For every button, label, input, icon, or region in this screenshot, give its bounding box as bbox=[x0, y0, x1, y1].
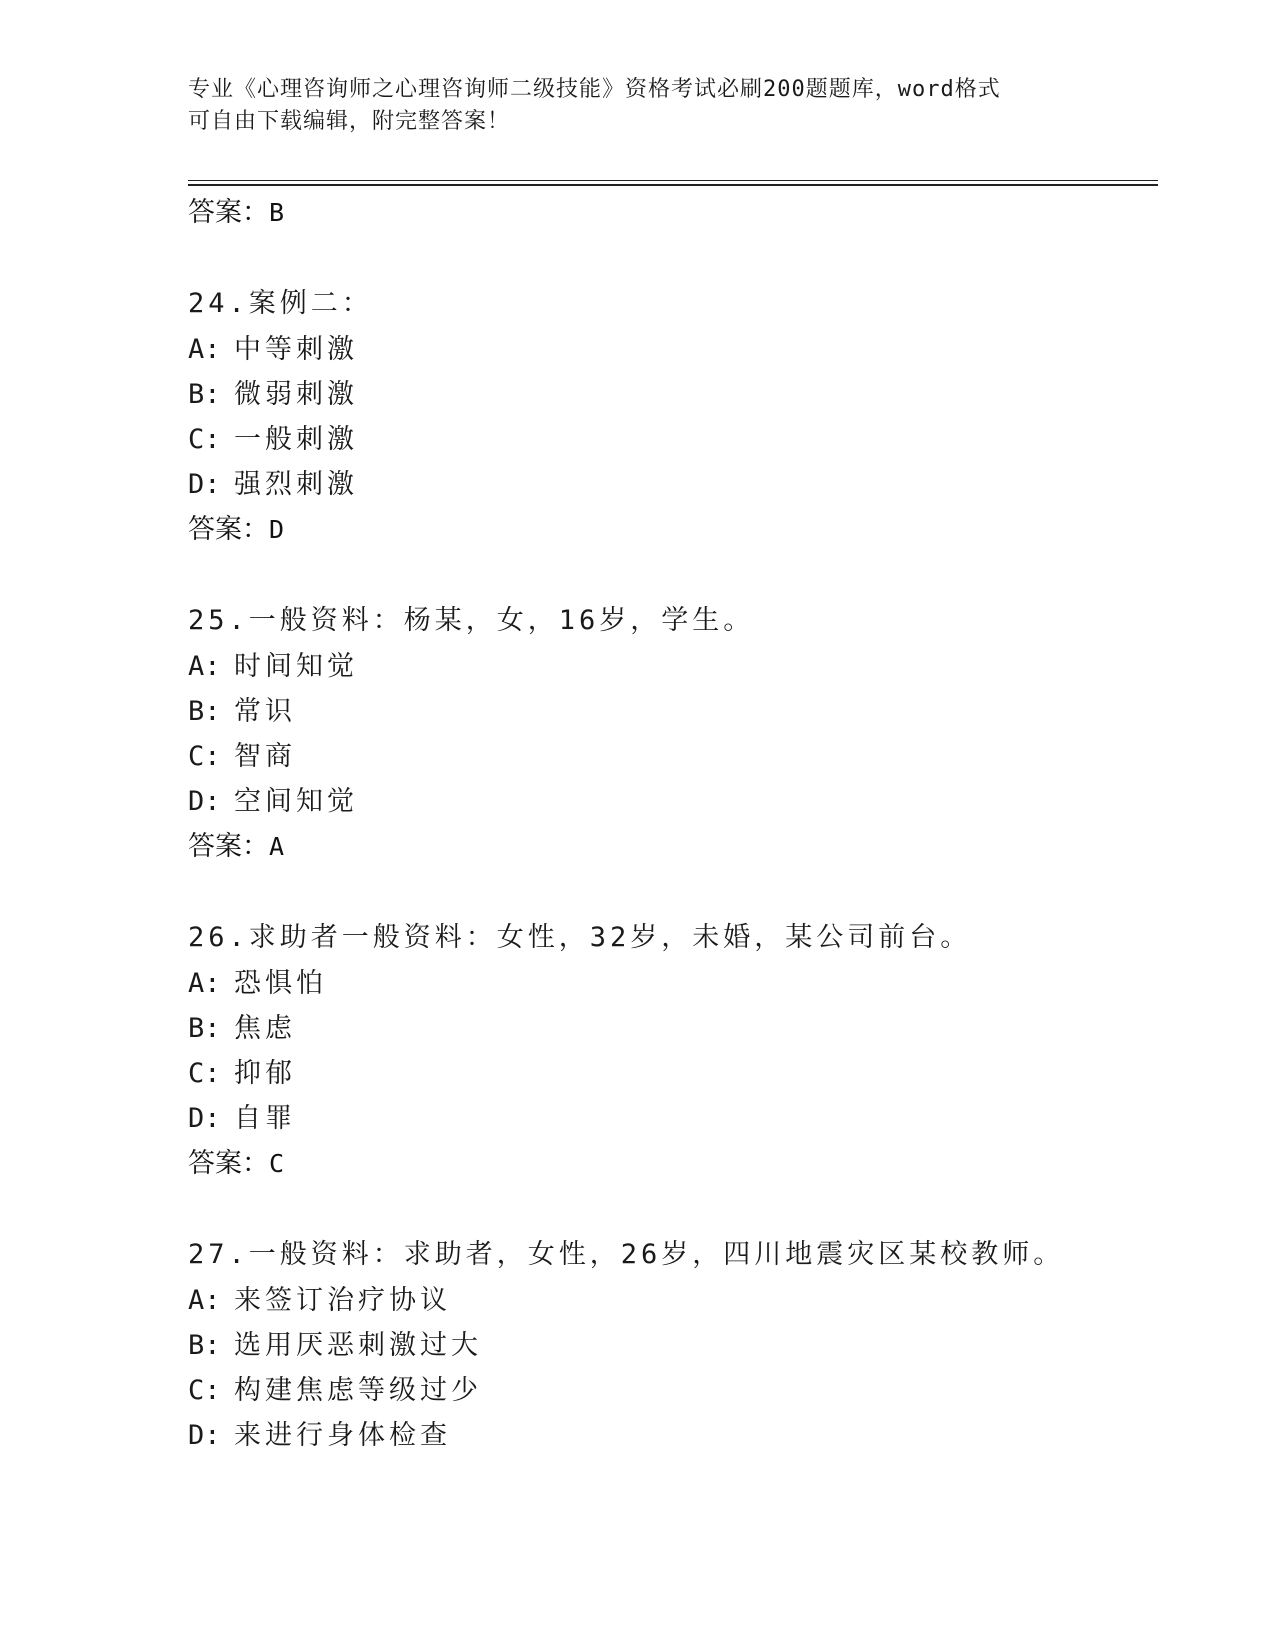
option-text: 空间知觉 bbox=[234, 786, 358, 817]
option-a bbox=[188, 644, 1168, 689]
answer-label: 答案： bbox=[188, 1148, 269, 1179]
option-key: B: bbox=[188, 1013, 221, 1044]
answer-value: B bbox=[269, 198, 285, 227]
option-key: D: bbox=[188, 1420, 221, 1451]
header-line-1: 专业《心理咨询师之心理咨询师二级技能》资格考试必刷200题题库，word格式 bbox=[188, 77, 1001, 102]
spacer bbox=[188, 1186, 1168, 1232]
option-key: C: bbox=[188, 1058, 221, 1089]
option-key: D: bbox=[188, 469, 221, 500]
option-key: A: bbox=[188, 1285, 221, 1316]
option-text: 来签订治疗协议 bbox=[234, 1285, 451, 1316]
answer-line bbox=[188, 190, 1168, 235]
option-text: 微弱刺激 bbox=[234, 379, 358, 410]
option-text: 抑郁 bbox=[234, 1058, 296, 1089]
question-stem: 26.求助者一般资料：女性，32岁，未婚，某公司前台。 bbox=[188, 922, 972, 953]
answer-value: A bbox=[269, 832, 285, 861]
option-c bbox=[188, 1051, 1168, 1096]
option-text: 构建焦虑等级过少 bbox=[234, 1375, 482, 1406]
option-b bbox=[188, 372, 1168, 417]
option-text: 智商 bbox=[234, 741, 296, 772]
option-text: 时间知觉 bbox=[234, 651, 358, 682]
option-text: 恐惧怕 bbox=[234, 968, 327, 999]
option-a bbox=[188, 327, 1168, 372]
answer-label: 答案： bbox=[188, 831, 269, 862]
question-block bbox=[188, 598, 1168, 869]
option-key: A: bbox=[188, 968, 221, 999]
option-key: C: bbox=[188, 741, 221, 772]
header-divider-bottom bbox=[188, 184, 1158, 186]
question-block bbox=[188, 1232, 1168, 1458]
option-text: 自罪 bbox=[234, 1103, 296, 1134]
spacer bbox=[188, 552, 1168, 598]
option-key: C: bbox=[188, 424, 221, 455]
answer-label: 答案： bbox=[188, 514, 269, 545]
option-key: A: bbox=[188, 651, 221, 682]
option-key: D: bbox=[188, 1103, 221, 1134]
option-b bbox=[188, 689, 1168, 734]
question-stem: 24.案例二： bbox=[188, 288, 373, 319]
option-b bbox=[188, 1323, 1168, 1368]
option-a bbox=[188, 961, 1168, 1006]
answer-line bbox=[188, 1141, 1168, 1186]
spacer bbox=[188, 235, 1168, 281]
option-text: 焦虑 bbox=[234, 1013, 296, 1044]
question-stem: 27.一般资料：求助者，女性，26岁，四川地震灾区某校教师。 bbox=[188, 1239, 1065, 1270]
option-text: 常识 bbox=[234, 696, 296, 727]
option-text: 中等刺激 bbox=[234, 334, 358, 365]
option-key: B: bbox=[188, 696, 221, 727]
spacer bbox=[188, 869, 1168, 915]
option-key: A: bbox=[188, 334, 221, 365]
option-c bbox=[188, 734, 1168, 779]
option-key: B: bbox=[188, 379, 221, 410]
option-d bbox=[188, 1096, 1168, 1141]
option-key: C: bbox=[188, 1375, 221, 1406]
answer-line bbox=[188, 507, 1168, 552]
question-block bbox=[188, 281, 1168, 552]
option-text: 选用厌恶刺激过大 bbox=[234, 1330, 482, 1361]
document-header bbox=[188, 74, 1088, 138]
option-key: D: bbox=[188, 786, 221, 817]
header-line-2: 可自由下载编辑，附完整答案！ bbox=[188, 109, 511, 134]
option-text: 强烈刺激 bbox=[234, 469, 358, 500]
option-key: B: bbox=[188, 1330, 221, 1361]
option-d bbox=[188, 779, 1168, 824]
option-d bbox=[188, 462, 1168, 507]
option-a bbox=[188, 1278, 1168, 1323]
question-block bbox=[188, 915, 1168, 1186]
answer-value: D bbox=[269, 515, 285, 544]
option-c bbox=[188, 417, 1168, 462]
header-divider-top bbox=[188, 180, 1158, 181]
option-b bbox=[188, 1006, 1168, 1051]
option-c bbox=[188, 1368, 1168, 1413]
question-stem: 25.一般资料：杨某，女，16岁，学生。 bbox=[188, 605, 755, 636]
option-text: 一般刺激 bbox=[234, 424, 358, 455]
option-text: 来进行身体检查 bbox=[234, 1420, 451, 1451]
answer-value: C bbox=[269, 1149, 285, 1178]
document-body bbox=[188, 190, 1168, 1458]
option-d bbox=[188, 1413, 1168, 1458]
answer-label: 答案： bbox=[188, 197, 269, 228]
answer-line bbox=[188, 824, 1168, 869]
